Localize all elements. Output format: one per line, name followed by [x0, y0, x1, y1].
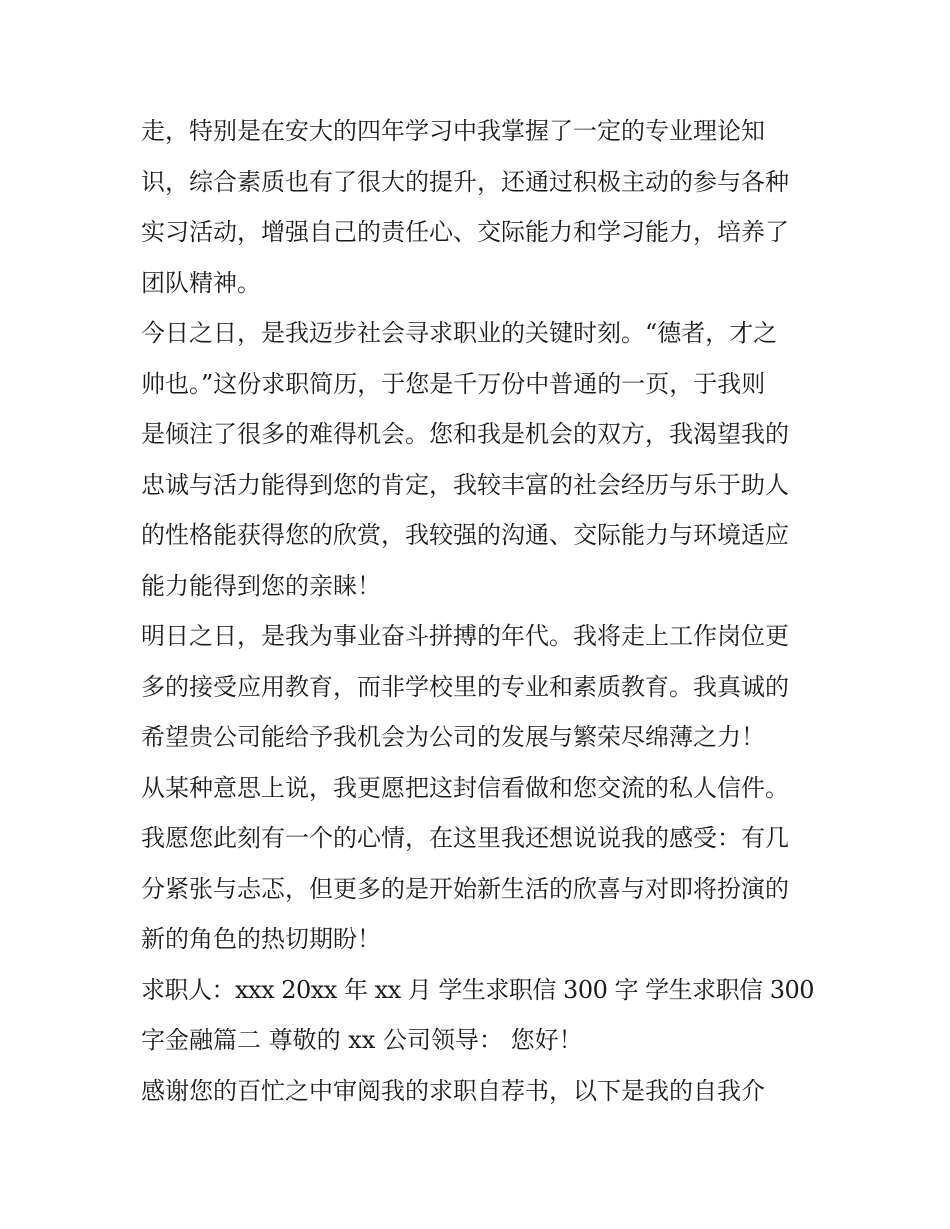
- text-line: 求职人：xxx 20xx 年 xx 月 学生求职信 300 字 学生求职信 300: [141, 975, 815, 1004]
- text-line: 从某种意思上说，我更愿把这封信看做和您交流的私人信件。: [141, 773, 789, 802]
- text-line: 帅也。”这份求职简历，于您是千万份中普通的一页，于我则: [141, 369, 766, 398]
- text-line: 字金融篇二 尊敬的 xx 公司领导： 您好！: [141, 1026, 583, 1054]
- text-line: 的性格能获得您的欣赏，我较强的沟通、交际能力与环境适应: [141, 521, 789, 549]
- text-line: 分紧张与忐忑，但更多的是开始新生活的欣喜与对即将扮演的: [141, 874, 789, 903]
- text-line: 走，特别是在安大的四年学习中我掌握了一定的专业理论知: [141, 117, 765, 145]
- text-line: 今日之日，是我迈步社会寻求职业的关键时刻。“德者，才之: [141, 319, 778, 347]
- text-line: 希望贵公司能给予我机会为公司的发展与繁荣尽绵薄之力！: [141, 723, 765, 751]
- body-text: [141, 106, 821, 1116]
- text-line: 明日之日，是我为事业奋斗拼搏的年代。我将走上工作岗位更: [141, 622, 789, 650]
- text-line: 是倾注了很多的难得机会。您和我是机会的双方，我渴望我的: [141, 420, 789, 448]
- text-line: 忠诚与活力能得到您的肯定，我较丰富的社会经历与乐于助人: [141, 470, 789, 499]
- text-line: 多的接受应用教育，而非学校里的专业和素质教育。我真诚的: [141, 672, 789, 701]
- text-line: 识，综合素质也有了很大的提升，还通过积极主动的参与各种: [141, 167, 789, 196]
- text-line: 团队精神。: [141, 268, 261, 297]
- text-line: 能力能得到您的亲睐！: [141, 571, 381, 600]
- text-line: 实习活动，增强自己的责任心、交际能力和学习能力，培养了: [141, 218, 789, 246]
- text-line: 新的角色的热切期盼！: [141, 925, 381, 953]
- text-line: 感谢您的百忙之中审阅我的求职自荐书，以下是我的自我介: [141, 1076, 765, 1105]
- text-line: 我愿您此刻有一个的心情，在这里我还想说说我的感受：有几: [141, 824, 789, 852]
